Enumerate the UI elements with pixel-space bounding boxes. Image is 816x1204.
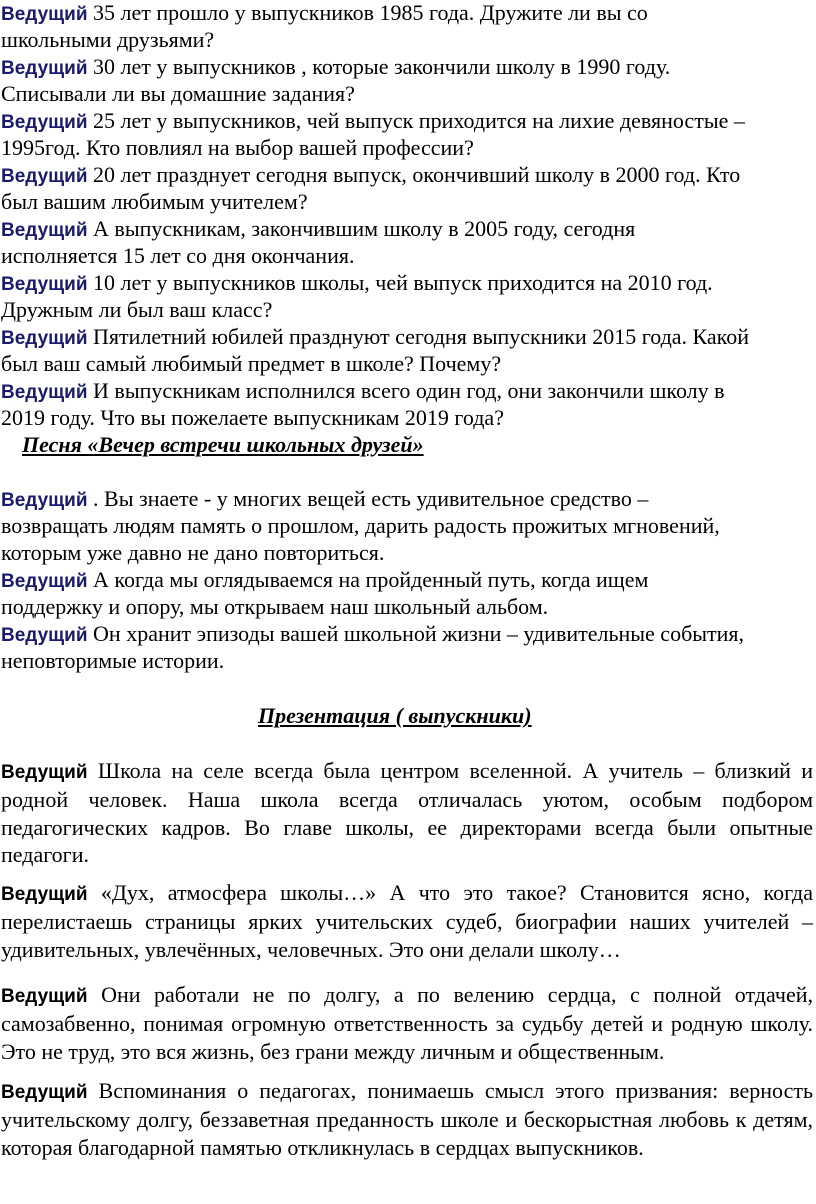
text-line: [1, 405, 504, 431]
text-line: [1, 162, 740, 190]
text-line: [1, 270, 713, 298]
speaker-label: Ведущий: [1, 490, 88, 511]
line-text: А выпускникам, закончившим школу в 2005 году, сегодня: [87, 216, 636, 241]
text-line: [1, 621, 744, 649]
speaker-label: Ведущий: [1, 220, 88, 241]
line-text: был ваш самый любимый предмет в школе? Почему?: [1, 351, 502, 376]
speaker-label: Ведущий: [1, 625, 88, 646]
line-text: которым уже давно не дано повториться.: [1, 540, 385, 565]
line-text: был вашим любимым учителем?: [1, 189, 308, 214]
paragraph-text: Вспоминания о педагогах, понимаешь смысл этого призвания: верность учительскому долгу, беззаветная преданность школе и бескорыстная любовь к детям, которая благодарной памятью откликнулась в сердцах выпускников.: [1, 1078, 813, 1160]
line-text: И выпускникам исполнился всего один год, они закончили школу в: [87, 378, 725, 403]
text-line: [1, 297, 272, 323]
speaker-label: Ведущий: [1, 762, 88, 783]
line-text: школьными друзьями?: [1, 27, 215, 52]
line-text: Пятилетний юбилей празднуют сегодня выпускники 2015 года. Какой: [87, 324, 750, 349]
text-line: [1, 513, 720, 539]
speaker-label: Ведущий: [1, 112, 88, 133]
text-line: [1, 243, 354, 269]
text-line: [1, 81, 355, 107]
paragraph-text: «Дух, атмосфера школы…» А что это такое? Становится ясно, когда перелистаешь страницы ярких учительских судеб, биографии наших учителей – удивительных, увлечённых, человечных. Это они делали школу…: [1, 880, 813, 962]
line-text: . Вы знаете - у многих вещей есть удивительное средство –: [87, 486, 649, 511]
text-line: [1, 27, 214, 53]
text-line: [1, 540, 384, 566]
line-text: Он хранит эпизоды вашей школьной жизни – удивительные события,: [87, 621, 745, 646]
speaker-label: Ведущий: [1, 328, 88, 349]
paragraph: [1, 1077, 813, 1161]
paragraph: [1, 879, 813, 963]
speaker-label: Ведущий: [1, 382, 88, 403]
speaker-label: Ведущий: [1, 274, 88, 295]
text-line: [1, 648, 224, 674]
text-line: [1, 324, 749, 352]
text-line: [1, 351, 501, 377]
paragraph-text: Школа на селе всегда была центром вселенной. А учитель – близкий и родной человек. Наша школа всегда отличалась уютом, особым подбором педагогических кадров. Во главе школы, ее директорами всегда были опытные педагоги.: [1, 758, 813, 867]
text-line: [1, 135, 474, 161]
text-line: [1, 567, 648, 595]
text-line: [1, 54, 670, 82]
line-text: 20 лет празднует сегодня выпуск, окончивший школу в 2000 год. Кто: [87, 162, 741, 187]
paragraph: [1, 981, 813, 1065]
text-line: [1, 594, 548, 620]
paragraph-text: Они работали не по долгу, а по велению сердца, с полной отдачей, самозабвенно, понимая огромную ответственность за судьбу детей и родную школу. Это не труд, это вся жизнь, без грани между личным и общественным.: [1, 982, 813, 1064]
text-line: [1, 189, 308, 215]
presentation-heading: Презентация ( выпускники): [258, 703, 532, 728]
line-text: исполняется 15 лет со дня окончания.: [1, 243, 355, 268]
song-heading: Песня «Вечер встречи школьных друзей»: [22, 432, 424, 457]
speaker-label: Ведущий: [1, 4, 88, 25]
line-text: 30 лет у выпускников , которые закончили школу в 1990 году.: [87, 54, 671, 79]
speaker-label: Ведущий: [1, 986, 88, 1007]
line-text: 1995год. Кто повлиял на выбор вашей профессии?: [1, 135, 474, 160]
text-line: [1, 108, 745, 136]
line-text: А когда мы оглядываемся на пройденный путь, когда ищем: [87, 567, 649, 592]
text-line: [1, 486, 648, 514]
line-text: 35 лет прошло у выпускников 1985 года. Дружите ли вы со: [87, 0, 648, 25]
speaker-label: Ведущий: [1, 571, 88, 592]
line-text: 2019 году. Что вы пожелаете выпускникам 2019 года?: [1, 405, 504, 430]
speaker-label: Ведущий: [1, 1082, 88, 1103]
speaker-label: Ведущий: [1, 58, 88, 79]
line-text: 25 лет у выпускников, чей выпуск приходится на лихие девяностые –: [87, 108, 745, 133]
line-text: возвращать людям память о прошлом, дарить радость прожитых мгновений,: [1, 513, 720, 538]
speaker-label: Ведущий: [1, 884, 88, 905]
text-line: [1, 0, 648, 28]
paragraph: [1, 757, 813, 868]
line-text: Дружным ли был ваш класс?: [1, 297, 273, 322]
text-line: [1, 216, 635, 244]
line-text: 10 лет у выпускников школы, чей выпуск приходится на 2010 год.: [87, 270, 713, 295]
line-text: Списывали ли вы домашние задания?: [1, 81, 355, 106]
text-line: [1, 378, 725, 406]
speaker-label: Ведущий: [1, 166, 88, 187]
line-text: неповторимые истории.: [1, 648, 225, 673]
line-text: поддержку и опору, мы открываем наш школьный альбом.: [1, 594, 549, 619]
